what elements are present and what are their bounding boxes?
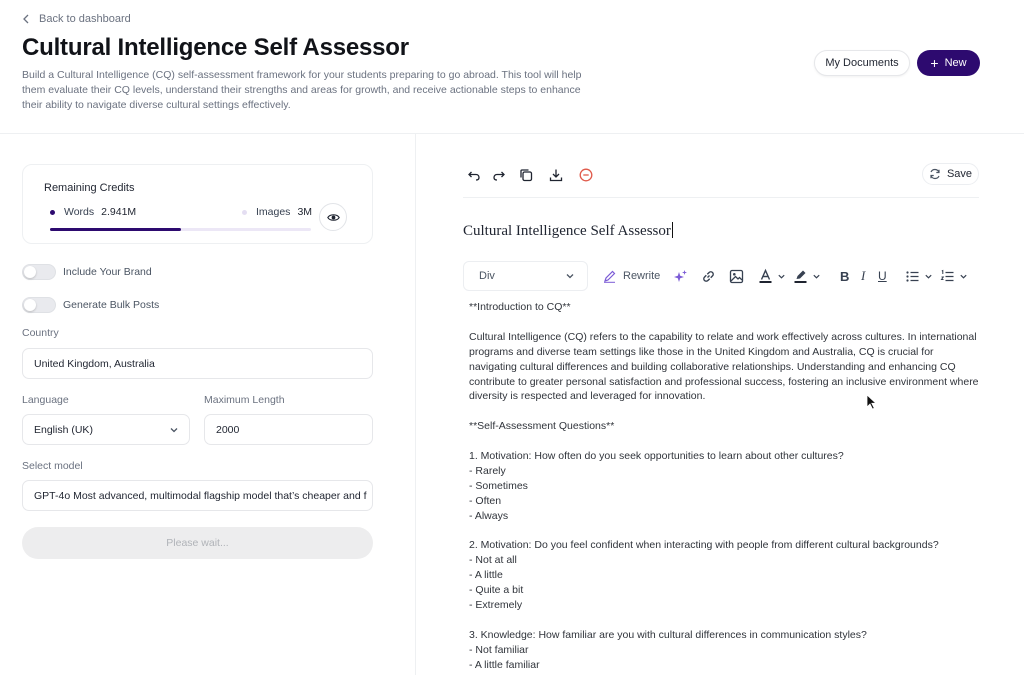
model-select[interactable] xyxy=(22,480,373,511)
content-paragraph: Cultural Intelligence (CQ) refers to the capability to relate and work effectively across cultures. In international programs and diverse team settings like those in the United Kingdom and Australia, CQ is crucial for navigating cultural differences and building collaborative relationships. Understanding and enhancing CQ contribute to greater personal satisfaction and professional success, fostering an inclusive environment where diversity is respected and leveraged for innovation. xyxy=(469,330,979,403)
bulk-posts-toggle[interactable] xyxy=(22,297,56,313)
my-documents-label: My Documents xyxy=(825,57,899,69)
minus-circle-icon xyxy=(579,168,593,182)
bullet-list-icon xyxy=(905,269,920,284)
country-label: Country xyxy=(22,327,59,339)
mouse-pointer-icon xyxy=(866,394,878,410)
bold-button[interactable] xyxy=(840,268,849,284)
content-paragraph: **Introduction to CQ** xyxy=(469,301,571,313)
redo-button[interactable] xyxy=(491,167,507,183)
content-paragraph: - Not at all xyxy=(469,554,517,567)
save-label: Save xyxy=(946,168,973,180)
undo-button[interactable] xyxy=(466,167,482,183)
credits-card xyxy=(22,164,373,244)
content-paragraph: - Often xyxy=(469,494,502,507)
toggle-visibility-button[interactable] xyxy=(319,203,347,231)
back-label: Back to dashboard xyxy=(39,13,131,25)
underline-button[interactable] xyxy=(878,268,887,284)
submit-label: Please wait... xyxy=(166,537,229,549)
pen-icon xyxy=(603,270,616,283)
block-type-select[interactable] xyxy=(463,261,588,291)
bullet-list-button[interactable] xyxy=(905,268,933,284)
header-divider xyxy=(0,133,1024,134)
image-icon xyxy=(729,269,744,284)
copy-button[interactable] xyxy=(518,167,534,183)
bold-icon: B xyxy=(840,268,850,284)
new-button[interactable] xyxy=(917,50,980,76)
highlighter-icon xyxy=(793,269,808,284)
chevron-down-icon xyxy=(812,272,821,281)
content-paragraph: **Self-Assessment Questions** xyxy=(469,420,615,433)
content-paragraph: 2. Motivation: Do you feel confident when interacting with people from different cultural backgrounds? xyxy=(469,539,939,552)
words-label: Words xyxy=(64,206,95,218)
chevron-left-icon xyxy=(22,14,30,24)
editor-content[interactable] xyxy=(469,300,981,671)
underline-icon: U xyxy=(878,269,887,283)
content-paragraph: 3. Knowledge: How familiar are you with cultural differences in communication styles? xyxy=(469,628,867,641)
content-paragraph xyxy=(469,434,981,449)
content-paragraph xyxy=(469,613,981,628)
images-label: Images xyxy=(256,206,291,218)
country-value: United Kingdom, Australia xyxy=(34,357,155,370)
content-paragraph: - A little familiar xyxy=(469,658,540,671)
remove-button[interactable] xyxy=(578,167,594,183)
chevron-down-icon xyxy=(924,272,933,281)
text-color-icon xyxy=(758,269,773,284)
page-title: Cultural Intelligence Self Assessor xyxy=(22,34,409,61)
page-description: Build a Cultural Intelligence (CQ) self-assessment framework for your students preparing to go abroad. This tool will help them evaluate their CQ levels, understand their strengths and areas for growth, and receive actionable steps to enhance their ability to navigate diverse cultural settings effectively. xyxy=(22,69,582,111)
content-paragraph xyxy=(469,315,981,330)
new-label: New xyxy=(944,57,967,69)
language-select[interactable] xyxy=(22,414,190,445)
include-brand-row xyxy=(22,264,152,280)
toggle-knob xyxy=(24,299,36,311)
images-value: 3M xyxy=(297,206,313,218)
rewrite-label: Rewrite xyxy=(623,270,661,282)
chevron-down-icon xyxy=(169,425,179,435)
block-type-value: Div xyxy=(479,270,495,282)
words-progress-fill xyxy=(50,228,181,231)
max-length-value: 2000 xyxy=(216,423,240,436)
words-progress-bar xyxy=(50,228,311,231)
words-credit xyxy=(50,206,136,218)
bulk-posts-row xyxy=(22,297,159,313)
italic-icon: I xyxy=(861,268,866,283)
chevron-down-icon xyxy=(777,272,786,281)
numbered-list-icon xyxy=(940,269,955,284)
sparkle-icon xyxy=(673,269,688,284)
images-dot xyxy=(242,210,247,215)
download-button[interactable] xyxy=(548,167,564,183)
redo-icon xyxy=(492,168,506,182)
model-value: GPT-4o Most advanced, multimodal flagship model that’s cheaper and f xyxy=(34,489,367,502)
max-length-input[interactable] xyxy=(204,414,373,445)
include-brand-toggle[interactable] xyxy=(22,264,56,280)
download-icon xyxy=(549,168,563,182)
language-value: English (UK) xyxy=(34,423,93,436)
content-paragraph: - Rarely xyxy=(469,464,506,477)
numbered-list-button[interactable] xyxy=(940,268,968,284)
max-length-label: Maximum Length xyxy=(204,394,285,406)
content-paragraph: - Sometimes xyxy=(469,479,528,492)
content-paragraph xyxy=(469,404,981,419)
language-label: Language xyxy=(22,394,69,406)
content-paragraph xyxy=(469,524,981,539)
text-caret xyxy=(672,222,673,238)
submit-button[interactable] xyxy=(22,527,373,559)
save-button[interactable] xyxy=(922,163,979,185)
link-icon xyxy=(701,269,716,284)
highlight-color-button[interactable] xyxy=(793,268,821,284)
include-brand-label: Include Your Brand xyxy=(63,266,152,278)
link-button[interactable] xyxy=(701,268,716,284)
rewrite-button[interactable] xyxy=(603,268,660,284)
copy-icon xyxy=(519,168,533,182)
content-paragraph: - Extremely xyxy=(469,599,523,612)
bulk-posts-label: Generate Bulk Posts xyxy=(63,299,160,311)
toggle-knob xyxy=(24,266,36,278)
italic-button[interactable] xyxy=(861,268,865,284)
plus-icon: + xyxy=(930,55,939,71)
document-title-text: Cultural Intelligence Self Assessor xyxy=(463,223,671,239)
content-paragraph: - Quite a bit xyxy=(469,584,524,597)
refresh-icon xyxy=(929,168,941,180)
images-credit xyxy=(242,206,312,218)
eye-icon xyxy=(327,211,340,224)
image-button[interactable] xyxy=(729,268,744,284)
my-documents-button[interactable] xyxy=(814,50,910,76)
panel-divider xyxy=(415,134,416,675)
credits-title: Remaining Credits xyxy=(44,182,135,194)
chevron-down-icon xyxy=(959,272,968,281)
ai-sparkle-button[interactable] xyxy=(673,268,688,284)
content-paragraph: - Not familiar xyxy=(469,643,529,656)
words-value: 2.941M xyxy=(101,206,137,218)
document-title-input[interactable] xyxy=(463,222,673,240)
country-input[interactable] xyxy=(22,348,373,379)
words-dot xyxy=(50,210,55,215)
content-paragraph: - A little xyxy=(469,569,503,582)
chevron-down-icon xyxy=(565,271,575,281)
content-paragraph: - Always xyxy=(469,509,509,522)
editor-divider xyxy=(463,197,979,198)
undo-icon xyxy=(467,168,481,182)
content-paragraph: 1. Motivation: How often do you seek opportunities to learn about other cultures? xyxy=(469,450,844,463)
back-to-dashboard-link[interactable] xyxy=(22,13,131,25)
text-color-button[interactable] xyxy=(758,268,786,284)
model-label: Select model xyxy=(22,460,83,472)
